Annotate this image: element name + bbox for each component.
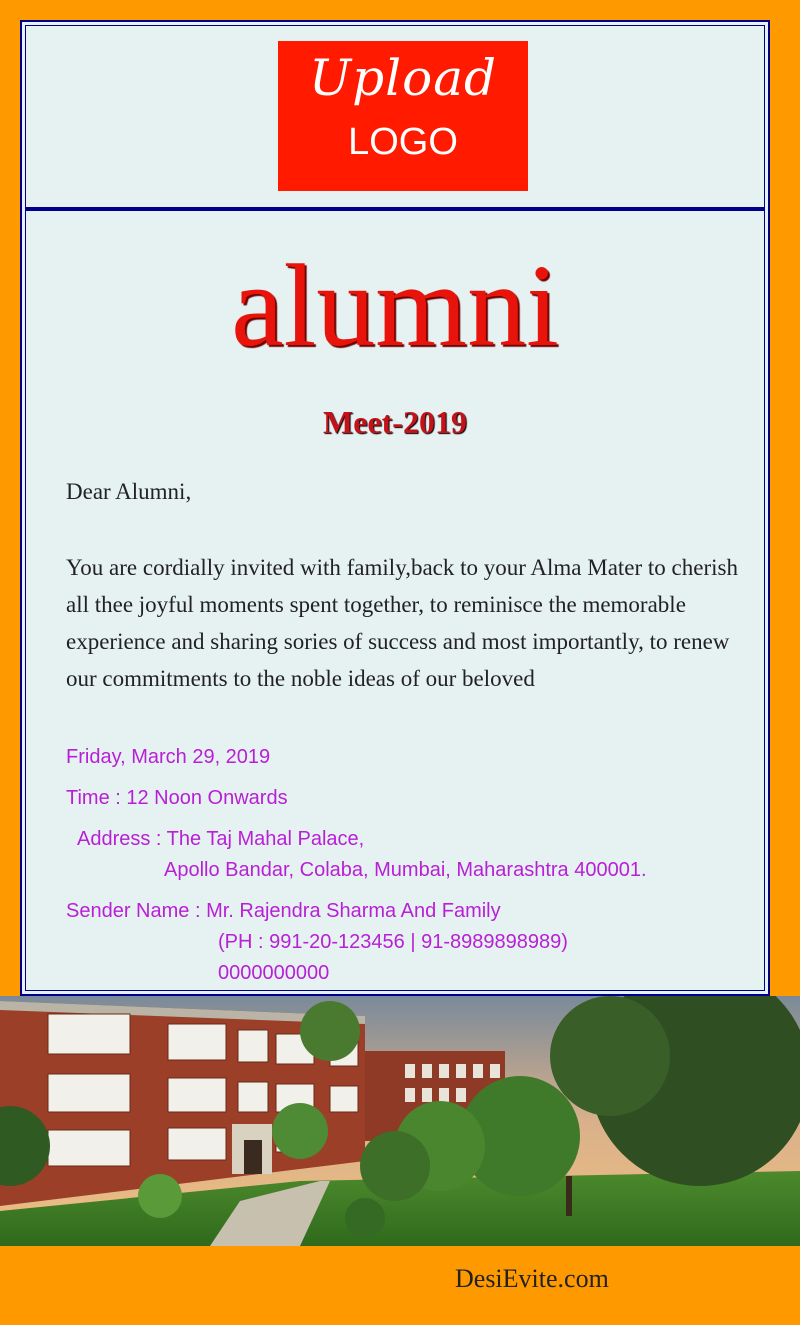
header-divider [26,207,764,211]
event-address-line2: Apollo Bandar, Colaba, Mumbai, Maharashtra 400001. [164,859,647,881]
event-subtitle: Meet-2019 [323,404,467,440]
footer [0,1246,800,1325]
event-date: Friday, March 29, 2019 [66,746,271,768]
event-time: Time : 12 Noon Onwards [66,787,288,809]
event-title: alumni [231,240,559,371]
invitation-card [20,20,770,996]
sender-phone: (PH : 991-20-123456 | 91-8989898989) [218,931,568,953]
upload-logo-placeholder[interactable] [278,41,528,191]
campus-photo [0,996,800,1246]
brand-link[interactable]: DesiEvite.com [455,1264,609,1293]
logo-label: LOGO [348,121,458,163]
logo-upload-text: Upload [308,49,498,107]
salutation: Dear Alumni, [66,479,192,504]
event-address-line1: Address : The Taj Mahal Palace, [77,828,365,850]
sender-name: Sender Name : Mr. Rajendra Sharma And Family [66,900,501,922]
sender-phone-extra: 0000000000 [218,962,330,984]
invitation-message: You are cordially invited with family,back to your Alma Mater to cherish all thee joyful moments spent together, to reminisce the memorable experience and sharing sories of success and most importantly, to renew our commitments to the noble ideas of our beloved [66,555,738,691]
